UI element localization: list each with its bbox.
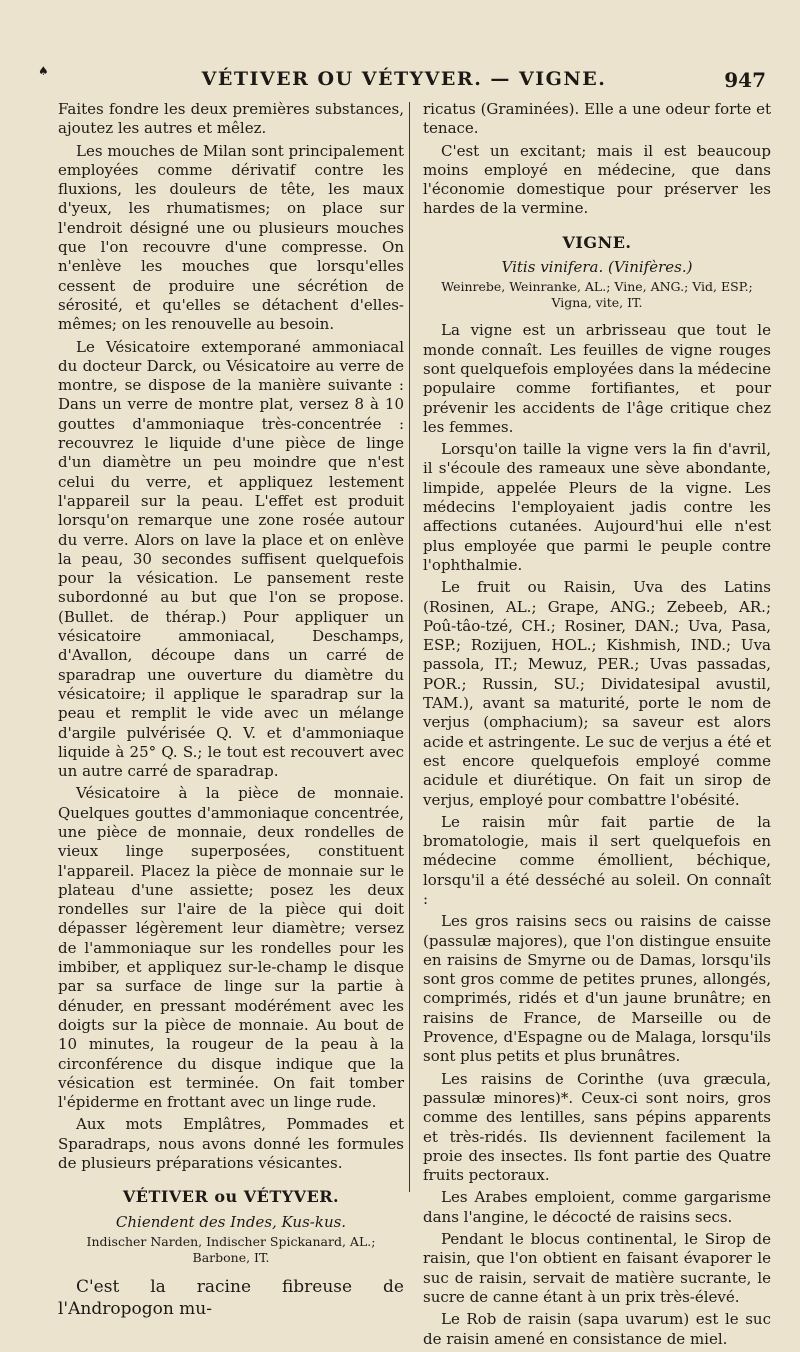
entry-title-vetiver: VÉTIVER ou VÉTYVER. — [122, 1187, 340, 1207]
paragraph: Pendant le blocus continental, le Sirop de raisin, que l'on obtient en faisant évaporer le suc de raisin, servait de matière sucrante, le sucre de canne étant à un prix très-élevé. — [423, 1230, 771, 1306]
paragraph: Les mouches de Milan sont principalement employées comme dérivatif contre les fluxions, les douleurs de tête, les maux d'yeux, les rhumatismes; on place sur l'endroit désigné une ou plusieurs mouches que l'on recouvre d'une compresse. On n'enlève les mouches que lorsqu'elles cessent de produire une sécrétion de sérosité, et qu'elles se détachent d'elles-mêmes; on les renouvelle au besoin. — [58, 141, 404, 334]
paragraph: Le raisin mûr fait partie de la bromatologie, mais il sert quelquefois en médecine comme émollient, béchique, lorsqu'il a été desséché au soleil. On connaît : — [423, 812, 771, 908]
paragraph: Les Arabes emploient, comme gargarisme dans l'angine, le décocté de raisins secs. — [423, 1188, 771, 1226]
entry-synonyms-vetiver: Chiendent des Indes, Kus-kus. — [115, 1212, 347, 1231]
corner-mark: ♠ — [38, 64, 49, 78]
entry-foreign-names-vigne: Weinrebe, Weinranke, AL.; Vine, ANG.; Vid, ESP.; Vigna, vite, IT. — [441, 279, 753, 311]
paragraph: Le Rob de raisin (sapa uvarum) est le suc de raisin amené en consistance de miel. — [423, 1310, 771, 1348]
page-number: 947 — [724, 68, 766, 92]
page-header — [38, 62, 770, 96]
paragraph: Le Vésicatoire extemporané ammoniacal du docteur Darck, ou Vésicatoire au verre de montre, se dispose de la manière suivante : Dans un verre de montre plat, versez 8 à 10 gouttes d'ammoniaque très-concentrée : recouvrez le liquide d'une pièce de linge d'un diamètre un peu moindre que n'est celui du verre, et appliquez lestement l'appareil sur la peau. L'effet est produit lorsqu'on remarque une zone rosée autour du verre. Alors on lave la place et on enlève la peau, 30 secondes suffisent quelquefois pour la vésication. Le pansement reste subordonné au but que l'on se propose. (Bullet. de thérap.) Pour appliquer un vésicatoire ammoniacal, Deschamps, d'Avallon, découpe dans un carré de sparadrap une ouverture du diamètre du vésicatoire; il applique le sparadrap sur la peau et remplit le vide avec un mélange d'argile pulvérisée Q. V. et d'ammoniaque liquide à 25° Q. S.; le tout est recouvert avec un autre carré de sparadrap. — [58, 337, 404, 781]
entry-latin-name-vigne: Vitis vinifera. (Vinifères.) — [501, 258, 693, 277]
column-divider — [409, 102, 410, 1192]
paragraph: Vésicatoire à la pièce de monnaie. Quelques gouttes d'ammoniaque concentrée, une pièce de monnaie, deux rondelles de vieux linge superposées, constituent l'appareil. Placez la pièce de monnaie sur le plateau d'une assiette; posez les deux rondelles sur l'aire de la pièce qui doit dépasser légèrement leur diamètre; versez de l'ammoniaque sur les rondelles pour les imbiber, et appliquez sur-le-champ le disque par sa surface de linge sur la partie à dénuder, en pressant modérément avec les doigts sur la pièce de monnaie. Au bout de 10 minutes, la rougeur de la peau à la circonférence du disque indique que la vésication est terminée. On fait tomber l'épiderme en frottant avec un linge rude. — [58, 784, 404, 1112]
paragraph: Faites fondre les deux premières substances, ajoutez les autres et mêlez. — [58, 100, 404, 138]
left-column — [58, 100, 404, 1323]
paragraph: La vigne est un arbrisseau que tout le monde connaît. Les feuilles de vigne rouges sont quelquefois employées dans la médecine populaire comme fortifiantes, et pour prévenir les accidents de l'âge critique chez les femmes. — [423, 321, 771, 436]
paragraph: Lorsqu'on taille la vigne vers la fin d'avril, il s'écoule des rameaux une sève abondante, limpide, appelée Pleurs de la vigne. Les médecins l'employaient jadis contre les affections cutanées. Aujourd'hui elle n'est plus employée que parmi le peuple contre l'ophthalmie. — [423, 440, 771, 574]
paragraph: Aux mots Emplâtres, Pommades et Sparadraps, nous avons donné les formules de plusieurs préparations vésicantes. — [58, 1115, 404, 1173]
entry-foreign-names-vetiver: Indischer Narden, Indischer Spickanard, AL.; Barbone, IT. — [86, 1233, 376, 1265]
paragraph: Les gros raisins secs ou raisins de caisse (passulæ majores), que l'on distingue ensuite en raisins de Smyrne ou de Damas, lorsqu'ils sont gros comme de petites prunes, allongés, comprimés, ridés et d'un jaune brunâtre; en raisins de France, de Marseille ou de Provence, d'Espagne ou de Malaga, lorsqu'ils sont plus petits et plus brunâtres. — [423, 912, 771, 1066]
entry-title-vigne: VIGNE. — [562, 232, 632, 252]
paragraph: C'est la racine fibreuse de l'Andropogon mu- — [58, 1276, 404, 1319]
paragraph: Le fruit ou Raisin, Uva des Latins (Rosinen, AL.; Grape, ANG.; Zebeeb, AR.; Poû-tâo-tzé, CH.; Rosiner, DAN.; Uva, Pasa, ESP.; Rozijuen, HOL.; Kishmish, IND.; Uva passola, IT.; Mewuz, PER.; Uvas passadas, POR.; Russin, SU.; Dividatesipal avustil, TAM.), avant sa maturité, porte le nom de verjus (omphacium); sa saveur est alors acide et astringente. Le suc de verjus a été et est encore quelquefois employé comme acidule et diurétique. On fait un sirop de verjus, employé pour combattre l'obésité. — [423, 578, 771, 809]
right-column — [423, 100, 771, 1352]
paragraph: ricatus (Graminées). Elle a une odeur forte et tenace. — [423, 100, 771, 138]
paragraph: Les raisins de Corinthe (uva græcula, passulæ minores)*. Ceux-ci sont noirs, gros comme des lentilles, sans pépins apparents et très-ridés. Ils deviennent facilement la proie des insectes. Ils font partie des Quatre fruits pectoraux. — [423, 1069, 771, 1185]
paragraph: C'est un excitant; mais il est beaucoup moins employé en médecine, que dans l'économie domestique pour préserver les hardes de la vermine. — [423, 141, 771, 218]
running-title: VÉTIVER OU VÉTYVER. — VIGNE. — [201, 68, 607, 90]
